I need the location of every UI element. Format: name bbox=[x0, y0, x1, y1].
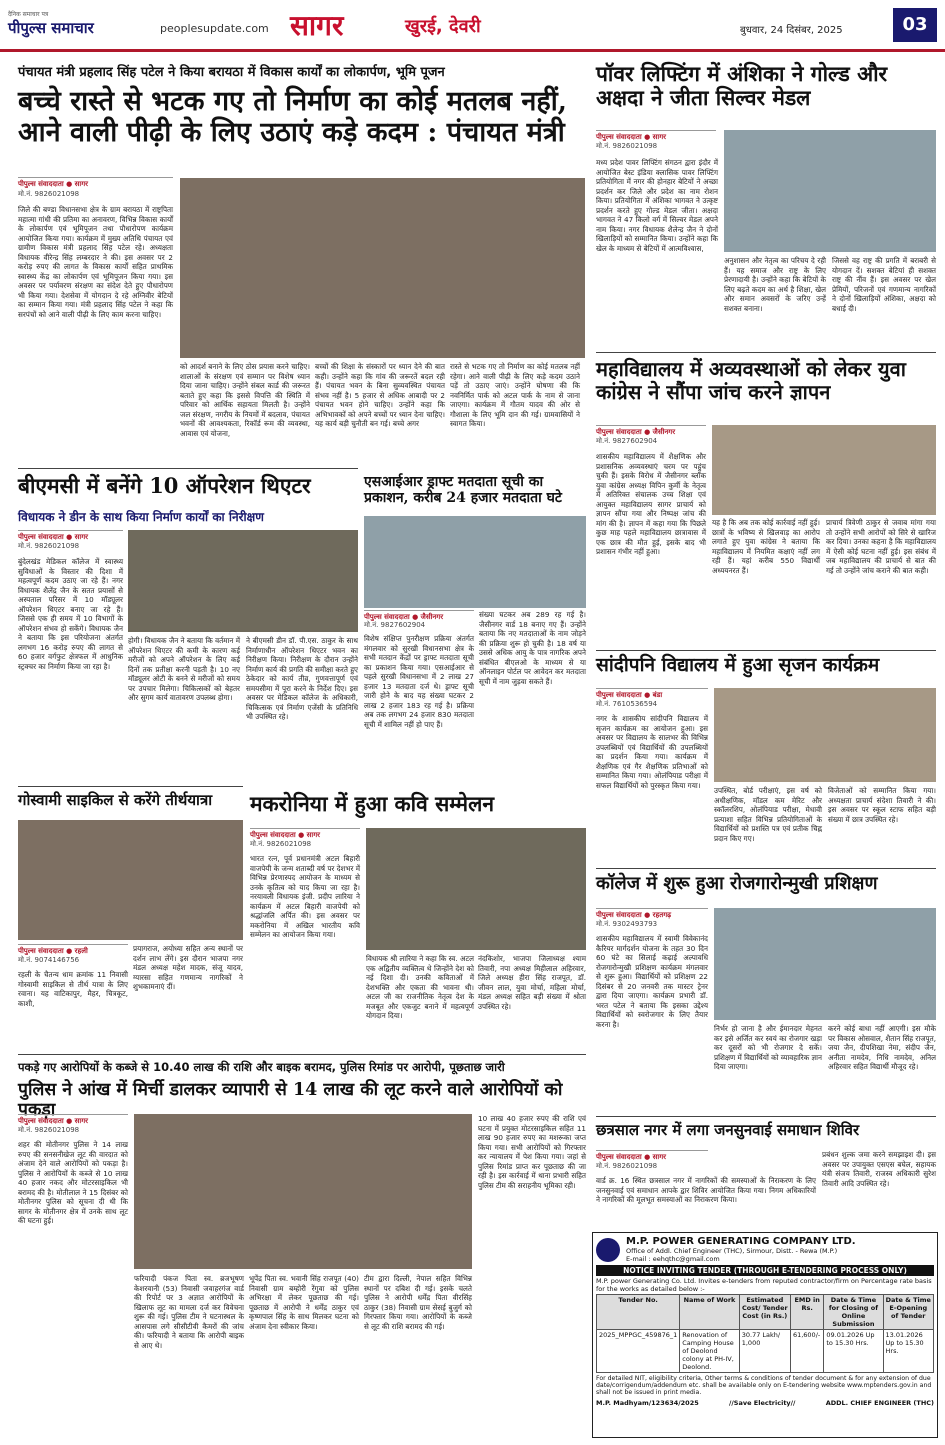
sandipani-headline: सांदीपनि विद्यालय में हुआ सृजन कार्यक्रम bbox=[596, 654, 880, 676]
tender-header: Name of Work bbox=[680, 1294, 739, 1329]
tender-company: M.P. POWER GENERATING COMPANY LTD. bbox=[626, 1236, 856, 1247]
cities-subtitle: खुरई, देवरी bbox=[405, 16, 481, 37]
makronia-col-1: भारत रत्न, पूर्व प्रधानमंत्री अटल बिहारी वाजपेयी के जन्म शताब्दी वर्ष पर देशभर में विभिन्न प्रेरणास्पद आयोजन के माध्यम से उनके कृतित्व को याद किया जा रहा है। नरयावली विधायक इंजी. प्रदीप लारिया ने कार्यक्रम में अटल बिहारी वाजपेयी को श्रद्धांजलि अर्पित की। इस अवसर पर मकरोनिया में अखिल भारतीय कवि सम्मेलन का आयोजन किया गया। bbox=[250, 854, 360, 939]
tender-header: Date & Time E-Opening of Tender bbox=[883, 1294, 933, 1329]
tender-header: EMD in Rs. bbox=[790, 1294, 823, 1329]
lead-col-2: को आदर्श बनाने के लिए ठोस प्रयास करने चाहिए। शालाओं के संरक्षण एवं सम्मान पर विशेष ध्यान दिया जाना चाहिए। उन्होंने संबल कार्ड की जरूरत बताते हुए कहा कि इससे विपत्ति की स्थिति में परिवार को आर्थिक सहायता मिलती है। उन्होंने जल संरक्षण, नगरीय के नियमों में बदलाव, पंचायत भवनों की आवश्यकता, रिकॉर्ड रूम की व्यवस्था, आवास एवं योजना, bbox=[180, 362, 310, 438]
powerlifting-photo bbox=[724, 130, 936, 252]
goswami-col-2: प्रयागराज, अयोध्या सहित अन्य स्थानों पर दर्शन लाभ लेंगे। इस दौरान भाजपा नगर मंडल अध्यक्ष महेश मादक, संजू यादव, ग्यारसा सहित गणमान्य नागरिकों ने शुभकामनाएं दीं। bbox=[133, 944, 243, 991]
lead-col-4: रास्ते से भटक गए तो निर्माण का कोई मतलब नहीं रहेगा। आने वाली पीढ़ी के लिए कड़े कदम उठाने पड़ें तो उठाए जाएं। उन्होंने घोषणा की कि नवनिर्मित पार्क को अटल पार्क के नाम से जाना जाएगा। कार्यक्रम में गौतम यादव की ओर से गौशाला के लिए भूमि दान की गई। ग्रामवासियों ने स्वागत किया। bbox=[450, 362, 580, 428]
divider bbox=[596, 352, 936, 353]
camp-byline: पीपुल्स संवाददाता ● सागर bbox=[596, 1150, 708, 1162]
divider bbox=[596, 868, 936, 869]
goswami-mobile: मो.नं. 9074146756 bbox=[18, 956, 80, 964]
bmc-photo bbox=[128, 530, 358, 632]
lead-byline: पीपुल्स संवाददाता ● सागर bbox=[18, 177, 173, 189]
makronia-mobile: मो.नं. 9826021098 bbox=[250, 840, 312, 848]
company-logo-icon bbox=[596, 1238, 620, 1262]
website-link[interactable]: peoplesupdate.com bbox=[160, 22, 269, 35]
college-headline: महाविद्यालय में अव्यवस्थाओं को लेकर युवा कांग्रेस ने सौंपा जांच करने ज्ञापन bbox=[596, 357, 906, 404]
goswami-photo bbox=[18, 820, 243, 940]
powerlifting-headline: पॉवर लिफ्टिंग में अंशिका ने गोल्ड और अक्षदा ने जीता सिल्वर मेडल bbox=[596, 61, 888, 111]
robbery-col-4: टीम द्वारा दिल्ली, नेपाल सहित विभिन्न स्थानों पर दबिश दी गई। इसके चलते पुलिस ने आरोपी धर्मेंद्र पिता वीरसिंह ठाकुर (38) निवासी ग्राम सेसई बुजुर्ग को गिरफ्तार किया गया। आरोपियों के कब्जे से लूट की राशि बरामद की गई। bbox=[364, 1274, 472, 1331]
powerlifting-col-1: मध्य प्रदेश पावर लिफ्टिंग संगठन द्वारा इंदौर में आयोजित बेस्ट इंडिया क्लासिक पावर लिफ्टिंग प्रतियोगिता में नगर की होनहार बेटियों ने अच्छा प्रदर्शन कर जिले और प्रदेश का नाम रोशन किया। प्रतियोगिता में अंशिका भागवत ने उत्कृष्ट प्रदर्शन करते हुए गोल्ड मेडल जीता। अक्षदा भागवत ने 47 किलो वर्ग में सिल्वर मेडल अपने नाम किया। नगर विधायक शैलेन्द्र जैन ने दोनों खिलाड़ियों को सम्मानित किया। उन्होंने कहा कि खेल के माध्यम से बेटियों में आत्मविश्वास, bbox=[596, 158, 718, 253]
robbery-kicker: पकड़े गए आरोपियों के कब्जे से 10.40 लाख की राशि और बाइक बरामद, पुलिस रिमांड पर आरोपी, पूछताछ जारी bbox=[18, 1060, 505, 1074]
college-mobile: मो.नं. 9827602904 bbox=[596, 437, 658, 445]
tender-notice bbox=[592, 1232, 938, 1438]
robbery-col-1: शहर की मोतीनगर पुलिस ने 14 लाख रुपए की सनसनीखेज लूट की वारदात को अंजाम देने वाले आरोपियों को पकड़ा है। पुलिस ने आरोपियों के कब्जे से 10 लाख 40 हजार नकद और मोटरसाइकिल भी बरामद की है। मोतीलाल ने 15 दिसंबर को मोतीनगर पुलिस को सूचना दी थी कि सागर के मोतीनगर क्षेत्र में उनके साथ लूट की घटना हुई। bbox=[18, 1140, 128, 1225]
tender-cell: Renovation of Camping House of Deolond colony at PH-IV, Deolond. bbox=[680, 1329, 739, 1372]
page-number: 03 bbox=[893, 8, 937, 42]
sandipani-photo bbox=[714, 688, 936, 782]
makronia-headline: मकरोनिया में हुआ कवि सम्मेलन bbox=[250, 791, 495, 816]
robbery-headline: पुलिस ने आंख में मिर्ची डालकर व्यापारी से 14 लाख की लूट करने वाले आरोपियों को पकड़ा bbox=[18, 1080, 563, 1121]
goswami-byline: पीपुल्स संवाददाता ● रहली bbox=[18, 944, 128, 956]
tender-cell: 61,600/- bbox=[790, 1329, 823, 1372]
sir-byline: पीपुल्स संवाददाता ● जैसीनगर bbox=[364, 610, 474, 622]
bmc-col-3: ने बीएमसी डीन डॉ. पी.एस. ठाकुर के साथ निर्माणाधीन ऑपरेशन थिएटर भवन का निरीक्षण किया। निरीक्षण के दौरान उन्होंने निर्माण कार्य की प्रगति की समीक्षा करते हुए ठेकेदार को कार्य तीव्र, गुणवत्तापूर्ण एवं समयसीमा में पूरा करने के निर्देश दिए। इस अवसर पर मेडिकल कॉलेज के अधिकारी, चिकित्सक एवं निर्माण एजेंसी के प्रतिनिधि भी उपस्थित रहे। bbox=[246, 636, 358, 721]
training-byline: पीपुल्स संवाददाता ● रहतगढ़ bbox=[596, 908, 708, 920]
camp-col-1: वार्ड क्र. 16 स्थित छत्रसाल नगर में नागरिकों की समस्याओं के निराकरण के लिए जनसुनवाई एवं समाधान आपके द्वार शिविर आयोजित किया गया। निगम अधिकारियों ने नागरिकों की मूलभूत समस्याओं का निराकरण किया। bbox=[596, 1176, 816, 1204]
powerlifting-col-2: अनुशासन और नेतृत्व का परिचय दे रही हैं। यह समाज और राष्ट्र के लिए प्रेरणादायी है। उन्होंने कहा कि बेटियों के लिए बढ़ते कदम का अर्थ है शिक्षा, खेल और समान अवसरों के जरिए उन्हें सशक्त बनाना। bbox=[724, 256, 826, 313]
tender-slogan: //Save Electricity// bbox=[729, 1398, 796, 1407]
college-col-3: प्राचार्य त्रिवेणी ठाकुर से जवाब मांगा गया तो उन्होंने सभी आरोपों को सिरे से खारिज कर दिया। उनका कहना है कि महाविद्यालय में ऐसी कोई घटना नहीं हुई। इस संबंध में जब महाविद्यालय की प्राचार्य से बात की गई तो उन्होंने जांच कराने की बात कही। bbox=[826, 518, 936, 575]
lead-col-3: बच्चों की शिक्षा के संस्कारों पर ध्यान देने की बात कही। उन्होंने कहा कि गांव की जरूरतें बदल रही हैं। पंचायत भवन के बिना सुव्यवस्थित पंचायत संभव नहीं है। 5 हजार से अधिक आबादी पर 2 पंचायत भवन होने चाहिए। उन्होंने कहा कि अभिभावकों को अपने बच्चों पर ध्यान देना चाहिए। यह कार्य बड़ी चुनौती बन गई। बच्चे अगर bbox=[315, 362, 445, 428]
lead-col-1: जिले की बण्डा विधानसभा क्षेत्र के ग्राम बरायठा में राष्ट्रपिता महात्मा गांधी की प्रतिमा का अनावरण, विभिन्न विकास कार्यों के लोकार्पण एवं भूमिपूजन तथा पौधारोपण कार्यक्रम आयोजित किया गया। कार्यक्रम में मुख्य अतिथि पंचायत एवं ग्रामीण विकास मंत्री प्रहलाद सिंह पटेल रहे। अध्यक्षता विधायक वीरेन्द्र सिंह लम्बरदार ने की। इस अवसर पर 2 करोड़ रुपए की लागत के विकास कार्यों सहित प्राथमिक स्वास्थ्य केंद्र का लोकार्पण एवं भूमिपूजन किया गया। इस अवसर पर पर्यावरण संरक्षण का संदेश देते हुए पौधारोपण भी किया गया। देशसेवा में योगदान दे रहे अग्निवीर बेटियों का सम्मान किया गया। मंत्री प्रहलाद सिंह पटेल ने कहा कि सरपंचों को आने वाली पीढ़ी के लिए काम करना चाहिए। bbox=[18, 205, 173, 319]
logo-tag: दैनिक समाचार पत्र bbox=[8, 11, 49, 18]
training-col-2: निर्भर हो जाना है और ईमानदार मेहनत कर इसे अर्जित कर स्वयं का रोजगार खड़ा कर दूसरों को भी रोजगार दे सकें। प्रशिक्षण में विद्यार्थियों को व्यावहारिक ज्ञान दिया जाएगा। bbox=[714, 1024, 822, 1071]
divider bbox=[596, 650, 936, 651]
training-col-3: करने कोई बाधा नहीं आएगी। इस मौके पर विकास ओसवाल, शैतान सिंह राजपूत, जया जैन, दीपशिखा नेमा, संदीप जैन, अनीता नामदेव, निधि नामदेव, अनिल अहिरवार सहित विद्यार्थी मौजूद रहे। bbox=[828, 1024, 936, 1071]
bmc-byline: पीपुल्स संवाददाता ● सागर bbox=[18, 530, 123, 542]
robbery-col-3: भूपेंद्र पिता स्व. भवानी सिंह राजपूत (40) निवासी ग्राम बम्होरी रेंगुवा को पुलिस अभिरक्षा में लेकर पूछताछ की गई। पूछताछ में आरोपी ने धर्मेंद्र ठाकुर एवं कृष्णपाल सिंह के साथ मिलकर घटना को अंजाम देना स्वीकार किया। bbox=[249, 1274, 359, 1331]
training-headline: कॉलेज में शुरू हुआ रोजगारोन्मुखी प्रशिक्षण bbox=[596, 873, 878, 894]
divider bbox=[18, 786, 243, 787]
lead-mobile: मो.नं. 9826021098 bbox=[18, 190, 80, 198]
sir-mobile: मो.नं. 9827602904 bbox=[364, 621, 426, 629]
robbery-mobile: मो.नं. 9826021098 bbox=[18, 1126, 80, 1134]
robbery-byline: पीपुल्स संवाददाता ● सागर bbox=[18, 1114, 128, 1126]
bmc-headline: बीएमसी में बनेंगे 10 ऑपरेशन थिएटर bbox=[18, 473, 311, 498]
tender-cell: 30.77 Lakh/ 1,000 bbox=[739, 1329, 790, 1372]
camp-col-2: प्रबंधन शुल्क जमा करने समझाइश दी। इस अवसर पर उपायुक्त एसएस बघेल, सहायक यंत्री संजय तिवारी, राजस्व अधिकारी सुरेश तिवारी आदि उपस्थित रहे। bbox=[822, 1150, 936, 1188]
sandipani-col-2: उपस्थित, बोर्ड परीक्षाएं, इस वर्ष को अधीक्षणिक, मॉडल कम मेरिट और स्कॉलरशिप, ओलंपियाड परीक्षा, मेधावी प्रत्याशा सहित विभिन्न प्रतियोगिताओं के विद्यार्थियों को प्रशस्ति पत्र एवं प्रतीक चिह्न प्रदान किए गए। bbox=[714, 786, 822, 843]
makronia-col-2: विधायक श्री लारिया ने कहा कि स्व. अटल एक अद्वितीय व्यक्तित्व थे जिन्होंने देश को नई दिशा दी। उनकी कविताओं में देशभक्ति और एकता की भावना थी। अटल जी का राजनीतिक नेतृत्व देश के मजबूत और एकजुट बनाने में महत्वपूर्ण योगदान दिया। bbox=[366, 954, 474, 1020]
robbery-col-5: 10 लाख 40 हजार रुपए की राशि एवं घटना में प्रयुक्त मोटरसाइकिल सहित 11 लाख 90 हजार रुपए का मशरूका जप्त किया गया। सभी आरोपियों को गिरफ्तार कर न्यायालय में पेश किया गया। जहां से पुलिस रिमांड प्राप्त कर पूछताछ की जा रही है। इस कार्रवाई में थाना प्रभारी सहित पुलिस टीम की सराहनीय भूमिका रही। bbox=[478, 1114, 586, 1190]
masthead bbox=[0, 0, 945, 52]
bmc-subhead: विधायक ने डीन के साथ किया निर्माण कार्यों का निरीक्षण bbox=[18, 510, 264, 524]
city-title: सागर bbox=[290, 9, 344, 42]
goswami-col-1: रहली के चैतन्य धाम क्रमांक 11 निवासी गोस्वामी साइकिल से तीर्थ यात्रा के लिए रवाना। यह वाटिकापुर, मैहर, चित्रकूट, काशी, bbox=[18, 970, 128, 1008]
robbery-photo bbox=[134, 1114, 472, 1269]
camp-headline: छत्रसाल नगर में लगा जनसुनवाई समाधान शिविर bbox=[596, 1121, 860, 1139]
college-col-2: यह है कि अब तक कोई कार्रवाई नहीं हुई। छात्रों के भविष्य से खिलवाड़ का आरोप लगाते हुए युवा कांग्रेस ने बताया कि महाविद्यालय में नियमित कक्षाएं नहीं लग रही हैं। यहां करीब 550 विद्यार्थी अध्ययनरत हैं। bbox=[712, 518, 820, 575]
table-row bbox=[597, 1329, 934, 1372]
sir-col-1: विशेष संक्षिप्त पुनरीक्षण प्रक्रिया अंतर्गत मंगलवार को सुरखी विधानसभा क्षेत्र के सभी मतदान केंद्रों पर ड्राफ्ट मतदाता सूची का प्रकाशन किया गया। एसआईआर से पहले सुरखी विधानसभा में 2 लाख 27 हजार 13 मतदाता दर्ज थे। ड्राफ्ट सूची जारी होने के बाद यह संख्या घटकर 2 लाख 2 हजार 183 रह गई है। प्रक्रिया अब तक लगभग 24 हजार 830 मतदाता सूची में शामिल नहीं हो पाए हैं। bbox=[364, 634, 474, 729]
newspaper-logo bbox=[8, 10, 94, 38]
makronia-byline: पीपुल्स संवाददाता ● सागर bbox=[250, 828, 360, 840]
training-col-1: शासकीय महाविद्यालय में स्वामी विवेकानंद कैरियर मार्गदर्शन योजना के तहत 30 दिन 60 घंटे का सिलाई कढ़ाई अल्पावधि रोजगारोन्मुखी प्रशिक्षण कार्यक्रम मंगलवार से शुरू हुआ। विद्यार्थियों को प्रशिक्षण 22 दिसंबर से 20 जनवरी तक मास्टर ट्रेनर द्वारा दिया जाएगा। कार्यक्रम प्रभारी डॉ. भरत पटेल ने बताया कि इसका उद्देश्य विद्यार्थियों को स्वरोजगार के लिए तैयार करना है। bbox=[596, 934, 708, 1029]
makronia-col-3: नंदकिशोर, भाजपा जिलाध्यक्ष श्याम तिवारी, नपा अध्यक्ष मिहीलाल अहिरवार, जिले अध्यक्ष हीरा सिंह राजपूत, डॉ. जीवन लाल, युवा मोर्चा, महिला मोर्चा, मंडल अध्यक्ष सहित बड़ी संख्या में श्रोता उपस्थित रहे। bbox=[478, 954, 586, 1011]
logo-text: पीपुल्स समाचार bbox=[8, 19, 94, 37]
robbery-col-2: फरियादी पंकज पिता स्व. ब्रजभूषण केशरवानी (53) निवासी जवाहरगंज वार्ड की रिपोर्ट पर 3 अज्ञात आरोपियों के खिलाफ लूट का मामला दर्ज कर विवेचना शुरू की गई। पुलिस टीम ने घटनास्थल के आसपास लगे सीसीटीवी कैमरों की जांच की। फरियादी ने बताया कि आरोपी बाइक से आए थे। bbox=[134, 1274, 244, 1350]
tender-signatory: ADDL. CHIEF ENGINEER (THC) bbox=[825, 1398, 934, 1407]
issue-date: बुधवार, 24 दिसंबर, 2025 bbox=[740, 25, 843, 36]
tender-office: Office of Addl. Chief Engineer (THC), Sirmour, Distt. - Rewa (M.P.) bbox=[626, 1247, 838, 1255]
training-photo bbox=[714, 908, 936, 1020]
tender-title: NOTICE INVITING TENDER (THROUGH E-TENDERING PROCESS ONLY) bbox=[596, 1265, 934, 1276]
college-photo bbox=[712, 425, 936, 515]
divider bbox=[596, 1116, 936, 1117]
bmc-col-1: बुंदेलखंड मेडिकल कॉलेज में स्वास्थ्य सुविधाओं के विस्तार की दिशा में महत्वपूर्ण कदम उठाए जा रहे हैं। नगर विधायक शैलेंद्र जैन के सतत प्रयासों से अस्पताल परिसर में 10 मॉड्यूलर ऑपरेशन थिएटर बनाए जा रहे हैं। जिससे एक ही समय में 10 विभागों के ऑपरेशन संभव हो सकेंगे। विधायक जैन ने बताया कि इस परियोजना अंतर्गत लगभग 16 करोड़ रुपए की लागत से 60 हजार वर्गफुट क्षेत्रफल में आधुनिक स्ट्रक्चर का निर्माण किया जा रहा है। bbox=[18, 557, 123, 671]
divider bbox=[18, 468, 358, 469]
tender-cell: 09.01.2026 Up to 15.30 Hrs. bbox=[824, 1329, 883, 1372]
sandipani-col-1: नगर के शासकीय सांदीपनि विद्यालय में सृजन कार्यक्रम का आयोजन हुआ। इस अवसर पर विद्यालय के सालभर की विभिन्न उपलब्धियों एवं विद्यार्थियों की उपलब्धियों का प्रदर्शन किया गया। कार्यक्रम में शैक्षणिक एवं गैर शैक्षणिक प्रतिभाओं को सम्मानित किया गया। ओलंपियाड परीक्षा में सफल विद्यार्थियों को पुरस्कृत किया गया। bbox=[596, 714, 708, 790]
tender-footer: For detailed NIT, eligibility criteria, Other terms & conditions of tender document & for any extension of due date/corrigendum/addendum etc. shall be available only on E-tendering website www.mptenders.gov.in and shall not be issued in print media. bbox=[596, 1374, 932, 1397]
bmc-col-2: होगी। विधायक जैन ने बताया कि वर्तमान में ऑपरेशन थिएटर की कमी के कारण कई मरीजों को अपने ऑपरेशन के लिए कई दिनों तक प्रतीक्षा करनी पड़ती है। 10 नए मॉड्यूलर ओटी के बनने से मरीजों को समय पर उपचार मिलेगा। चिकित्सकों को बेहतर और सुगम कार्य वातावरण उपलब्ध होगा। bbox=[128, 636, 240, 702]
tender-header: Estimated Cost/ Tender Cost (in Rs.) bbox=[739, 1294, 790, 1329]
bmc-mobile: मो.नं. 9826021098 bbox=[18, 542, 80, 550]
tender-cell: 13.01.2026 Up to 15.30 Hrs. bbox=[883, 1329, 933, 1372]
sir-photo bbox=[364, 516, 586, 608]
college-col-1: शासकीय महाविद्यालय में शैक्षणिक और प्रशासनिक अव्यवस्थाएं चरम पर पहुंच चुकी हैं। इसके विरोध में जैसीनगर ब्लॉक युवा कांग्रेस अध्यक्ष विपिन कुर्मी के नेतृत्व में अतिरिक्त संचालक उच्च शिक्षा एवं आयुक्त महाविद्यालय सागर प्राचार्य को ज्ञापन सौंपा गया और निष्पक्ष जांच की मांग की है। ज्ञापन में कहा गया कि पिछले कुछ माह पहले महाविद्यालय छात्रावास में एक छात्र की मौत हुई, इसके बाद भी प्रशासन गंभीर नहीं हुआ। bbox=[596, 452, 706, 556]
tender-table bbox=[596, 1294, 934, 1373]
tender-header: Date & Time for Closing of Online Submission bbox=[824, 1294, 883, 1329]
powerlifting-byline: पीपुल्स संवाददाता ● सागर bbox=[596, 130, 716, 142]
sir-col-2: संख्या घटकर अब 289 रह गई है। जैसीनगर वार्ड 18 बनाए गए हैं। उन्होंने बताया कि नए मतदाताओं के नाम जोड़ने की प्रक्रिया शुरू हो चुकी है। 18 वर्ष या उससे अधिक आयु के पात्र नागरिक अपने संबंधित बीएलओ के माध्यम से या ऑनलाइन पोर्टल पर आवेदन कर मतदाता सूची में नाम जुड़वा सकते हैं। bbox=[479, 610, 586, 686]
divider bbox=[18, 1054, 586, 1055]
training-mobile: मो.नं. 9302493793 bbox=[596, 920, 658, 928]
makronia-photo bbox=[366, 828, 586, 950]
powerlifting-mobile: मो.नं. 9826021098 bbox=[596, 142, 658, 150]
sandipani-byline: पीपुल्स संवाददाता ● बंडा bbox=[596, 688, 708, 700]
camp-mobile: मो.नं. 9826021098 bbox=[596, 1162, 658, 1170]
tender-cell: 2025_MPPGC_459876_1 bbox=[597, 1329, 680, 1372]
sir-headline: एसआईआर ड्राफ्ट मतदाता सूची का प्रकाशन, करीब 24 हजार मतदाता घटे bbox=[364, 474, 562, 507]
college-byline: पीपुल्स संवाददाता ● जैसीनगर bbox=[596, 425, 706, 437]
lead-kicker: पंचायत मंत्री प्रहलाद सिंह पटेल ने किया बरायठा में विकास कार्यों का लोकार्पण, भूमि पूजन bbox=[18, 65, 445, 80]
sandipani-mobile: मो.नं. 7610536594 bbox=[596, 700, 658, 708]
tender-ref: M.P. Madhyam/123634/2025 bbox=[596, 1398, 699, 1407]
powerlifting-col-3: जिससे वह राष्ट्र की प्रगति में बराबरी से योगदान दें। सशक्त बेटियां ही सशक्त राष्ट्र की नींव हैं। इस अवसर पर खेल प्रेमियों, परिजनों एवं गणमान्य नागरिकों ने दोनों खिलाड़ियों अंशिका, अक्षदा को बधाई दी। bbox=[832, 256, 936, 313]
goswami-headline: गोस्वामी साइकिल से करेंगे तीर्थयात्रा bbox=[18, 791, 213, 809]
tender-header: Tender No. bbox=[597, 1294, 680, 1329]
lead-headline: बच्चे रास्ते से भटक गए तो निर्माण का कोई मतलब नहीं, आने वाली पीढ़ी के लिए उठाएं कड़े कदम : पंचायत मंत्री bbox=[18, 86, 568, 149]
tender-email: E-mail : eehqthc@gmail.com bbox=[626, 1255, 720, 1263]
lead-photo bbox=[180, 178, 585, 358]
sandipani-col-3: विजेताओं को सम्मानित किया गया। अध्यक्षता प्राचार्य संदेशा तिवारी ने की। इस अवसर पर स्कूल स्टाफ सहित बड़ी संख्या में छात्र उपस्थित रहे। bbox=[828, 786, 936, 824]
tender-intro: M.P. power Generating Co. Ltd. Invites e-tenders from reputed contractor/firm on Percentage rate basis for the works as detailed below :- bbox=[596, 1277, 932, 1293]
